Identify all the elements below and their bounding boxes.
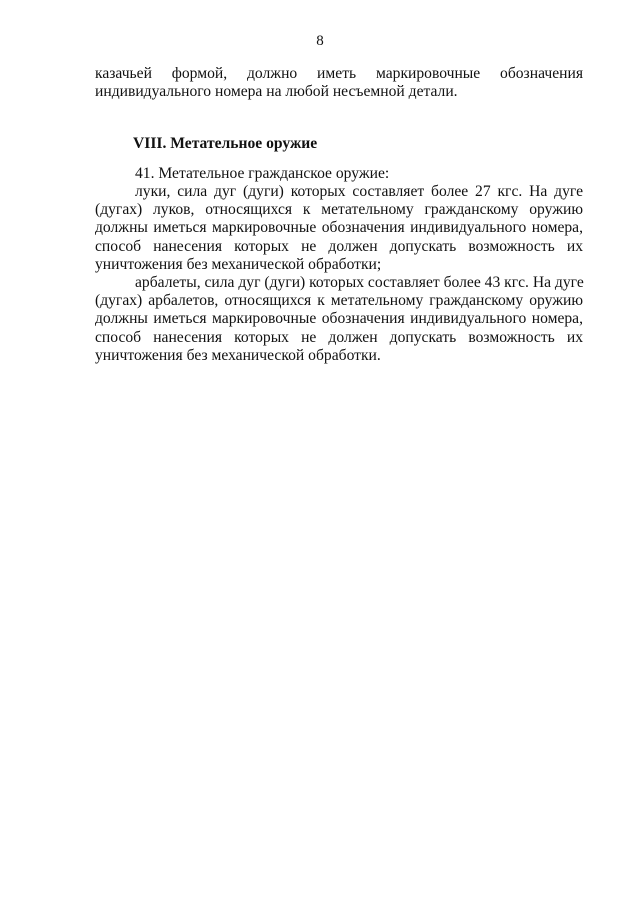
- item-41-line: 41. Метательное гражданское оружие:: [135, 165, 390, 182]
- section-heading: VIII. Метательное оружие: [133, 135, 318, 152]
- bows-paragraph: [95, 183, 583, 274]
- bows-line: должны иметься маркировочные обозначения индивидуального номера,: [95, 219, 583, 237]
- crossbows-line: (дугах) арбалетов, относящихся к метательному гражданскому оружию: [95, 292, 583, 310]
- bows-line: способ нанесения которых не должен допускать возможность их: [95, 237, 583, 255]
- continuation-paragraph: [95, 65, 583, 101]
- crossbows-line: уничтожения без механической обработки.: [95, 346, 381, 364]
- continuation-line: индивидуального номера на любой несъемной детали.: [95, 83, 458, 101]
- page-number: 8: [316, 33, 324, 49]
- crossbows-line: должны иметься маркировочные обозначения индивидуального номера,: [95, 310, 583, 328]
- crossbows-line: способ нанесения которых не должен допускать возможность их: [95, 328, 583, 346]
- continuation-line: казачьей формой, должно иметь маркировочные обозначения: [95, 65, 583, 82]
- bows-line: (дугах) луков, относящихся к метательному гражданскому оружию: [95, 201, 583, 219]
- bows-line: уничтожения без механической обработки;: [95, 255, 382, 273]
- bows-line: луки, сила дуг (дуги) которых составляет более 27 кгс. На дуге: [135, 183, 583, 200]
- item-41-paragraph: [95, 165, 583, 183]
- crossbows-paragraph: [95, 274, 583, 365]
- crossbows-line: арбалеты, сила дуг (дуги) которых составляет более 43 кгс. На дуге: [135, 274, 584, 291]
